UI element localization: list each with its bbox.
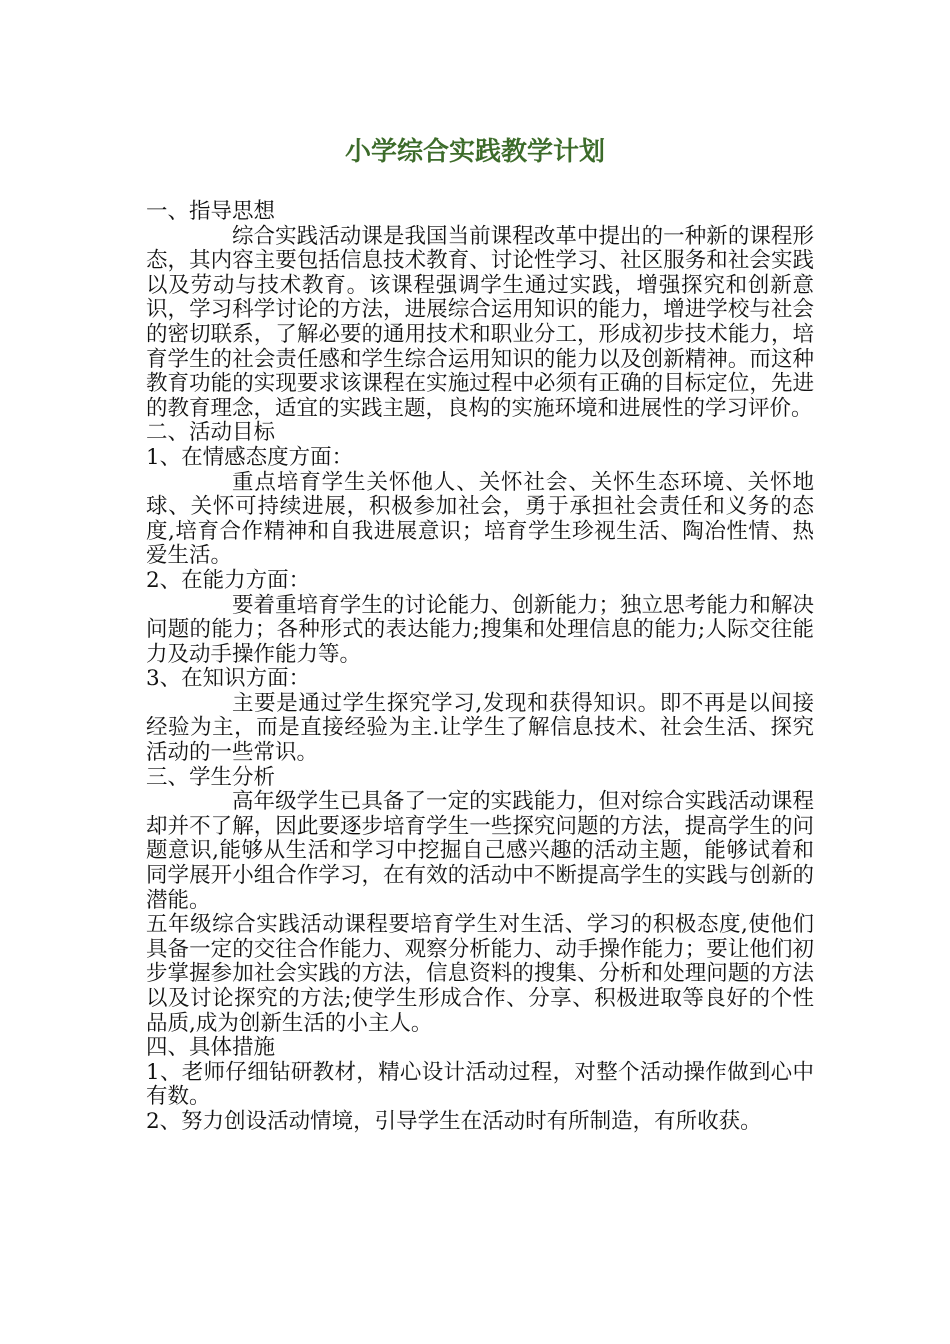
section-heading-activity-goals: 二、活动目标 bbox=[146, 420, 276, 446]
paragraph: 重点培育学生关怀他人、关怀社会、关怀生态环境、关怀地球、关怀可持续进展，积极参加社会，勇于承担社会责任和义务的态度,培育合作精神和自我进展意识；培育学生珍视生活、陶冶性情、热爱生活。 bbox=[146, 469, 814, 569]
subheading-knowledge: 3、在知识方面： bbox=[146, 666, 311, 692]
paragraph: 主要是通过学生探究学习,发现和获得知识。即不再是以间接经验为主，而是直接经验为主.让学生了解信息技术、社会生活、探究活动的一些常识。 bbox=[146, 690, 814, 766]
subheading-ability: 2、在能力方面： bbox=[146, 567, 311, 593]
paragraph: 要着重培育学生的讨论能力、创新能力；独立思考能力和解决问题的能力；各种形式的表达能力;搜集和处理信息的能力;人际交往能力及动手操作能力等。 bbox=[146, 592, 814, 667]
document-body bbox=[146, 200, 814, 1135]
list-item: 1、老师仔细钻研教材，精心设计活动过程，对整个活动操作做到心中有数。 bbox=[146, 1059, 814, 1110]
paragraph: 高年级学生已具备了一定的实践能力，但对综合实践活动课程却并不了解，因此要逐步培育学生一些探究问题的方法，提高学生的问题意识,能够从生活和学习中挖掘自己感兴趣的活动主题，能够试着和同学展开小组合作学习，在有效的活动中不断提高学生的实践与创新的潜能。 bbox=[146, 789, 814, 913]
paragraph: 五年级综合实践活动课程要培育学生对生活、学习的积极态度,使他们具备一定的交往合作能力、观察分析能力、动手操作能力；要让他们初步掌握参加社会实践的方法，信息资料的搜集、分析和处理问题的方法以及讨论探究的方法;使学生形成合作、分享、积极进取等良好的个性品质,成为创新生活的小主人。 bbox=[146, 912, 814, 1036]
subheading-attitude: 1、在情感态度方面： bbox=[146, 444, 354, 470]
section-heading-guiding-ideology: 一、指导思想 bbox=[146, 199, 276, 224]
document-title: 小学综合实践教学计划 bbox=[344, 137, 605, 167]
section-heading-measures: 四、具体措施 bbox=[146, 1035, 276, 1061]
section-heading-student-analysis: 三、学生分析 bbox=[146, 764, 276, 790]
paragraph: 综合实践活动课是我国当前课程改革中提出的一种新的课程形态，其内容主要包括信息技术教育、讨论性学习、社区服务和社会实践以及劳动与技术教育。该课程强调学生通过实践，增强探究和创新意识，学习科学讨论的方法，进展综合运用知识的能力，增进学校与社会的密切联系，了解必要的通用技术和职业分工，形成初步技术能力，培育学生的社会责任感和学生综合运用知识的能力以及创新精神。而这种教育功能的实现要求该课程在实施过程中必须有正确的目标定位，先进的教育理念，适宜的实践主题，良构的实施环境和进展性的学习评价。 bbox=[146, 223, 814, 421]
list-item: 2、努力创设活动情境，引导学生在活动时有所制造，有所收获。 bbox=[146, 1108, 762, 1134]
